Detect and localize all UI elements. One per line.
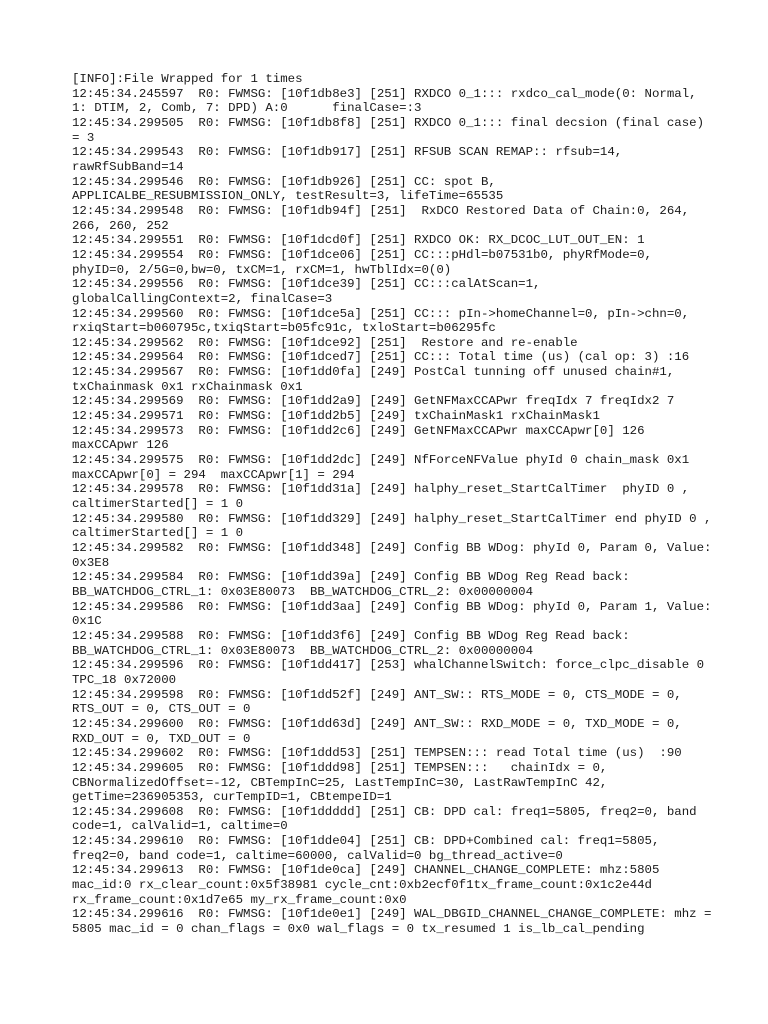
log-document: [72, 72, 719, 937]
log-line: 12:45:34.299616 R0: FWMSG: [10f1de0e1] [249] WAL_DBGID_CHANNEL_CHANGE_COMPLETE: mhz = 5805 mac_id = 0 chan_flags = 0x0 wal_flags = 0 tx_resumed 1 is_lb_cal_pending: [72, 907, 719, 937]
log-line: 12:45:34.299567 R0: FWMSG: [10f1dd0fa] [249] PostCal tunning off unused chain#1, txChainmask 0x1 rxChainmask 0x1: [72, 365, 682, 394]
log-line: 12:45:34.299608 R0: FWMSG: [10f1ddddd] [251] CB: DPD cal: freq1=5805, freq2=0, band code=1, calValid=1, caltime=0: [72, 804, 705, 834]
log-line: 12:45:34.299505 R0: FWMSG: [10f1db8f8] [251] RXDCO 0_1::: final decsion (final case) = 3: [72, 115, 712, 145]
log-line: 12:45:34.299613 R0: FWMSG: [10f1de0ca] [249] CHANNEL_CHANGE_COMPLETE: mhz:5805 mac_id:0 rx_clear_count:0x5f38981 cycle_cnt:0xb2ecf0f1tx_frame_count:0x1c2e44d rx_frame_count:0x1d7e65 my_rx_frame_count:0x0: [72, 863, 667, 907]
log-lines: [72, 86, 719, 937]
log-header: [INFO]:File Wrapped for 1 times: [72, 72, 303, 86]
log-line: 12:45:34.299575 R0: FWMSG: [10f1dd2dc] [249] NfForceNFValue phyId 0 chain_mask 0x1 maxCCApwr[0] = 294 maxCCApwr[1] = 294: [72, 453, 697, 482]
log-line: 12:45:34.299588 R0: FWMSG: [10f1dd3f6] [249] Config BB WDog Reg Read back: BB_WATCHDOG_CTRL_1: 0x03E80073 BB_WATCHDOG_CTRL_2: 0x00000004: [72, 628, 638, 658]
log-line: 12:45:34.299605 R0: FWMSG: [10f1ddd98] [251] TEMPSEN::: chainIdx = 0, CBNormalizedOffset=-12, CBTempInC=25, LastTempInC=30, LastRawTempInC 42, getTime=236905353, curTempID=1, CBtempeID=1: [72, 760, 615, 805]
log-line: 12:45:34.299602 R0: FWMSG: [10f1ddd53] [251] TEMPSEN::: read Total time (us) :90: [72, 746, 682, 761]
log-line: 12:45:34.299560 R0: FWMSG: [10f1dce5a] [251] CC::: pIn->homeChannel=0, pIn->chn=0, rxiqStart=b060795c,txiqStart=b05fc91c, txloStart=b06295fc: [72, 306, 697, 336]
log-line: 12:45:34.299556 R0: FWMSG: [10f1dce39] [251] CC:::calAtScan=1, globalCallingContext=2, finalCase=3: [72, 277, 548, 306]
log-line: 12:45:34.299543 R0: FWMSG: [10f1db917] [251] RFSUB SCAN REMAP:: rfsub=14, rawRfSubBand=14: [72, 145, 630, 174]
log-line: 12:45:34.299600 R0: FWMSG: [10f1dd63d] [249] ANT_SW:: RXD_MODE = 0, TXD_MODE = 0, RXD_OUT = 0, TXD_OUT = 0: [72, 716, 690, 746]
log-line: 12:45:34.299571 R0: FWMSG: [10f1dd2b5] [249] txChainMask1 rxChainMask1: [72, 409, 600, 424]
log-line: 12:45:34.299578 R0: FWMSG: [10f1dd31a] [249] halphy_reset_StartCalTimer phyID 0 , caltimerStarted[] = 1 0: [72, 482, 697, 512]
log-line: 12:45:34.299582 R0: FWMSG: [10f1dd348] [249] Config BB WDog: phyId 0, Param 0, Value: 0x3E8: [72, 541, 719, 570]
log-line: 12:45:34.299569 R0: FWMSG: [10f1dd2a9] [249] GetNFMaxCCAPwr freqIdx 7 freqIdx2 7: [72, 394, 675, 409]
log-line: 12:45:34.299580 R0: FWMSG: [10f1dd329] [249] halphy_reset_StartCalTimer end phyID 0 , caltimerStarted[] = 1 0: [72, 511, 719, 541]
log-line: 12:45:34.299562 R0: FWMSG: [10f1dce92] [251] Restore and re-enable: [72, 335, 578, 350]
log-line: 12:45:34.299548 R0: FWMSG: [10f1db94f] [251] RxDCO Restored Data of Chain:0, 264, 266, 260, 252: [72, 203, 697, 233]
log-line: 12:45:34.245597 R0: FWMSG: [10f1db8e3] [251] RXDCO 0_1::: rxdco_cal_mode(0: Normal, 1: DTIM, 2, Comb, 7: DPD) A:0 finalCase=:3: [72, 86, 705, 116]
log-line: 12:45:34.299573 R0: FWMSG: [10f1dd2c6] [249] GetNFMaxCCAPwr maxCCApwr[0] 126 maxCCApwr 126: [72, 423, 652, 453]
log-line: 12:45:34.299596 R0: FWMSG: [10f1dd417] [253] whalChannelSwitch: force_clpc_disable 0 TPC_18 0x72000: [72, 658, 712, 687]
log-line: 12:45:34.299610 R0: FWMSG: [10f1dde04] [251] CB: DPD+Combined cal: freq1=5805, freq2=0, band code=1, caltime=60000, calValid=0 bg_thread_active=0: [72, 834, 667, 863]
log-line: 12:45:34.299598 R0: FWMSG: [10f1dd52f] [249] ANT_SW:: RTS_MODE = 0, CTS_MODE = 0, RTS_OUT = 0, CTS_OUT = 0: [72, 687, 690, 717]
log-line: 12:45:34.299586 R0: FWMSG: [10f1dd3aa] [249] Config BB WDog: phyId 0, Param 1, Value: 0x1C: [72, 599, 719, 629]
log-line: 12:45:34.299554 R0: FWMSG: [10f1dce06] [251] CC:::pHdl=b07531b0, phyRfMode=0, phyID=0, 2/5G=0,bw=0, txCM=1, rxCM=1, hwTblIdx=0(0): [72, 247, 660, 277]
log-line: 12:45:34.299584 R0: FWMSG: [10f1dd39a] [249] Config BB WDog Reg Read back: BB_WATCHDOG_CTRL_1: 0x03E80073 BB_WATCHDOG_CTRL_2: 0x00000004: [72, 570, 638, 599]
log-line: 12:45:34.299546 R0: FWMSG: [10f1db926] [251] CC: spot B, APPLICALBE_RESUBMISSION_ONLY, testResult=3, lifeTime=65535: [72, 174, 504, 204]
log-line: 12:45:34.299551 R0: FWMSG: [10f1dcd0f] [251] RXDCO OK: RX_DCOC_LUT_OUT_EN: 1: [72, 233, 645, 248]
log-line: 12:45:34.299564 R0: FWMSG: [10f1dced7] [251] CC::: Total time (us) (cal op: 3) :16: [72, 350, 690, 365]
